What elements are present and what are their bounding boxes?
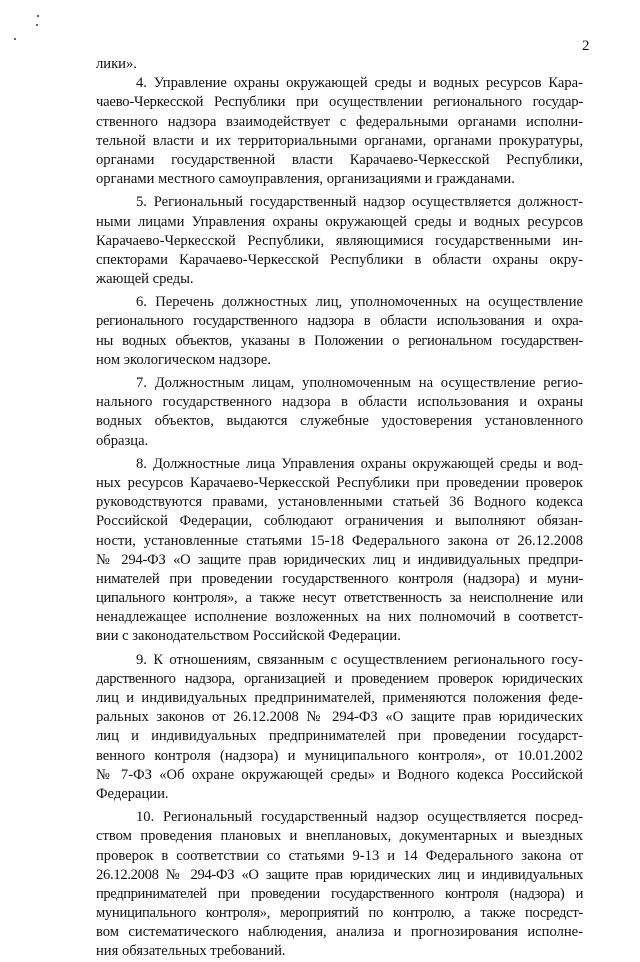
text-line: 5. Региональный государственный надзор осуществляется должност- bbox=[136, 194, 583, 211]
text-line: лики». bbox=[96, 56, 137, 72]
text-line: ством проведения плановых и внеплановых, документарных и выездных bbox=[96, 828, 583, 845]
text-line: тельной власти и их территориальными органами, органами прокуратуры, bbox=[96, 132, 583, 149]
text-line: ном экологическом надзоре. bbox=[96, 351, 272, 368]
text-line: чаево-Черкесской Республики при осуществлении регионального государ- bbox=[96, 94, 583, 111]
paragraph bbox=[96, 651, 583, 805]
text-line: образца. bbox=[96, 432, 149, 449]
paragraph bbox=[96, 455, 583, 647]
text-line: вом систематического наблюдения, анализа и прогнозирования исполне- bbox=[96, 924, 583, 941]
document-body bbox=[96, 55, 583, 962]
text-line: нимателей при проведении государственного контроля (надзора) и муни- bbox=[96, 570, 583, 587]
text-line: венного контроля (надзора) и муниципального контроля», от 10.01.2002 bbox=[96, 747, 583, 764]
text-line: 26.12.2008 № 294-ФЗ «О защите прав юридических лиц и индивидуальных bbox=[96, 866, 583, 883]
text-line: лиц и индивидуальных предпринимателей, применяются положения феде- bbox=[96, 690, 583, 706]
paragraph bbox=[96, 55, 583, 74]
paragraph bbox=[96, 808, 583, 962]
text-line: № 7-ФЗ «Об охране окружающей среды» и Водного кодекса Российской bbox=[96, 766, 583, 783]
text-line: ральных законов от 26.12.2008 № 294-ФЗ «О защите прав юридических bbox=[96, 709, 583, 726]
text-line: жающей среды. bbox=[96, 271, 194, 288]
text-line: 9. К отношениям, связанным с осуществлением регионального госу- bbox=[136, 651, 583, 668]
text-line: ципального контроля», а также несут ответственность за неисполнение или bbox=[96, 590, 583, 607]
text-line: дарственного надзора, организацией и проведением проверок юридических bbox=[96, 670, 583, 687]
text-line: № 294-ФЗ «О защите прав юридических лиц и индивидуальных предпри- bbox=[96, 551, 583, 568]
scan-speck bbox=[36, 24, 38, 26]
text-line: 7. Должностным лицам, уполномоченным на осуществление регио- bbox=[136, 375, 583, 391]
text-line: регионального государственного надзора в области использования и охра- bbox=[96, 313, 583, 330]
paragraph bbox=[96, 293, 583, 370]
text-line: ных ресурсов Карачаево-Черкесской Республики при проведении проверок bbox=[96, 474, 583, 491]
text-line: Карачаево-Черкесской Республики, являющимися государственными ин- bbox=[96, 232, 583, 249]
text-line: нального государственного надзора в области использования и охраны bbox=[96, 394, 583, 411]
text-line: 4. Управление охраны окружающей среды и водных ресурсов Кара- bbox=[136, 75, 583, 92]
text-line: проверок в соответствии со статьями 9-13 и 14 Федерального закона от bbox=[96, 847, 583, 864]
text-line: ности, установленные статьями 15-18 Федерального закона от 26.12.2008 bbox=[96, 532, 583, 549]
text-line: ными лицами Управления охраны окружающей среды и водных ресурсов bbox=[96, 213, 583, 230]
text-line: 10. Региональный государственный надзор осуществляется посред- bbox=[136, 809, 583, 826]
text-line: 8. Должностные лица Управления охраны окружающей среды и вод- bbox=[136, 455, 583, 472]
scan-speck bbox=[14, 38, 16, 40]
text-line: Российской Федерации, соблюдают ограничения и выполняют обязан- bbox=[96, 513, 583, 530]
text-line: Федерации. bbox=[96, 785, 169, 802]
text-line: вии с законодательством Российской Федерации. bbox=[96, 628, 401, 645]
text-line: ны водных объектов, указаны в Положении о региональном государствен- bbox=[96, 332, 583, 349]
text-line: органами местного самоуправления, организациями и гражданами. bbox=[96, 171, 515, 188]
text-line: ния обязательных требований. bbox=[96, 943, 286, 960]
text-line: муниципального контроля», мероприятий по контролю, а также посредст- bbox=[96, 905, 583, 922]
text-line: водных объектов, выдаются служебные удостоверения установленного bbox=[96, 413, 583, 430]
paragraph bbox=[96, 374, 583, 451]
text-line: лиц и индивидуальных предпринимателей при проведении государст- bbox=[96, 728, 583, 745]
text-line: руководствуются правами, установленными статьей 36 Водного кодекса bbox=[96, 494, 583, 511]
page-number: 2 bbox=[582, 38, 590, 54]
text-line: спекторами Карачаево-Черкесской Республики в области охраны окру- bbox=[96, 251, 583, 268]
text-line: предпринимателей при проведении государственного контроля (надзора) и bbox=[96, 885, 583, 902]
paragraph bbox=[96, 193, 583, 289]
scan-speck bbox=[37, 15, 39, 17]
text-line: 6. Перечень должностных лиц, уполномоченных на осуществление bbox=[136, 294, 583, 311]
text-line: ненадлежащее исполнение возложенных на них полномочий в соответст- bbox=[96, 609, 583, 626]
text-line: органами государственной власти Карачаево-Черкесской Республики, bbox=[96, 151, 583, 168]
paragraph bbox=[96, 74, 583, 189]
text-line: ственного надзора взаимодействует с федеральными органами исполни- bbox=[96, 113, 583, 130]
